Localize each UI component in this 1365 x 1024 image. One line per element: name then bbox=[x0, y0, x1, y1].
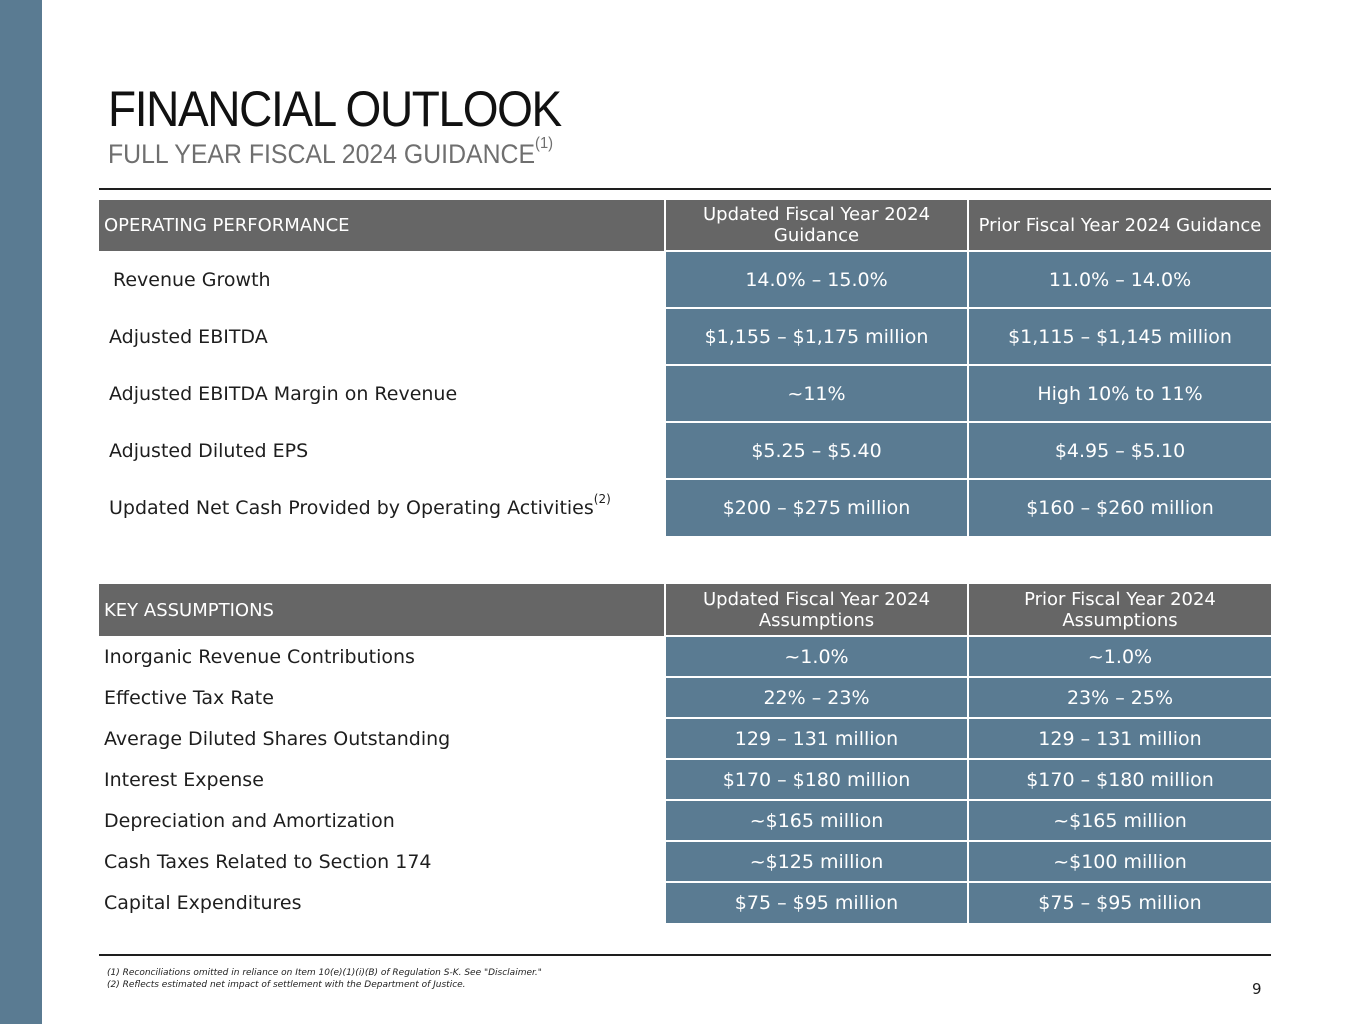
page-number: 9 bbox=[1252, 980, 1262, 998]
prior-value: 129 – 131 million bbox=[968, 718, 1271, 759]
prior-value: 11.0% – 14.0% bbox=[968, 251, 1271, 308]
subtitle-text: FULL YEAR FISCAL 2024 GUIDANCE bbox=[108, 139, 536, 169]
row-label: Average Diluted Shares Outstanding bbox=[104, 727, 451, 750]
updated-value: $75 – $95 million bbox=[665, 882, 968, 923]
row-label: Cash Taxes Related to Section 174 bbox=[104, 850, 432, 873]
updated-assumptions-header: Updated Fiscal Year 2024 Assumptions bbox=[665, 584, 968, 636]
subtitle-footnote-ref: (1) bbox=[535, 135, 554, 152]
row-label bbox=[99, 479, 665, 536]
side-accent-bar bbox=[0, 0, 42, 1024]
updated-value: 14.0% – 15.0% bbox=[665, 251, 968, 308]
row-label: Revenue Growth bbox=[113, 268, 271, 291]
prior-value: $160 – $260 million bbox=[968, 479, 1271, 536]
table-row bbox=[99, 759, 1271, 800]
updated-value: $5.25 – $5.40 bbox=[665, 422, 968, 479]
table-row bbox=[99, 636, 1271, 677]
updated-value: ~1.0% bbox=[665, 636, 968, 677]
table-row bbox=[99, 882, 1271, 923]
page-subtitle bbox=[108, 135, 554, 170]
prior-value: $4.95 – $5.10 bbox=[968, 422, 1271, 479]
updated-value: $200 – $275 million bbox=[665, 479, 968, 536]
row-label: Adjusted Diluted EPS bbox=[109, 439, 309, 462]
table-row bbox=[99, 251, 1271, 308]
table-row bbox=[99, 365, 1271, 422]
table-row bbox=[99, 677, 1271, 718]
footnote-1: (1) Reconciliations omitted in reliance on Item 10(e)(1)(i)(B) of Regulation S-K. See "Disclaimer." bbox=[107, 968, 542, 978]
operating-performance-header: OPERATING PERFORMANCE bbox=[99, 200, 665, 251]
updated-value: 22% – 23% bbox=[665, 677, 968, 718]
updated-value: $170 – $180 million bbox=[665, 759, 968, 800]
updated-value: ~$165 million bbox=[665, 800, 968, 841]
row-label: Adjusted EBITDA bbox=[109, 325, 268, 348]
table-header-row bbox=[99, 584, 1271, 636]
updated-value: ~11% bbox=[665, 365, 968, 422]
updated-guidance-header: Updated Fiscal Year 2024 Guidance bbox=[665, 200, 968, 251]
key-assumptions-table bbox=[99, 584, 1271, 923]
prior-value: 23% – 25% bbox=[968, 677, 1271, 718]
row-label: Interest Expense bbox=[104, 768, 264, 791]
prior-guidance-header: Prior Fiscal Year 2024 Guidance bbox=[968, 200, 1271, 251]
page-title: FINANCIAL OUTLOOK bbox=[108, 81, 561, 137]
table-row bbox=[99, 308, 1271, 365]
prior-value: $170 – $180 million bbox=[968, 759, 1271, 800]
row-label-text: Updated Net Cash Provided by Operating Activities bbox=[109, 496, 594, 519]
table-row bbox=[99, 718, 1271, 759]
table-row bbox=[99, 479, 1271, 536]
row-label: Capital Expenditures bbox=[104, 891, 302, 914]
prior-value: High 10% to 11% bbox=[968, 365, 1271, 422]
table-header-row bbox=[99, 200, 1271, 251]
row-footnote-ref: (2) bbox=[593, 491, 611, 506]
row-label: Depreciation and Amortization bbox=[104, 809, 395, 832]
updated-value: 129 – 131 million bbox=[665, 718, 968, 759]
table-row bbox=[99, 841, 1271, 882]
prior-value: ~$100 million bbox=[968, 841, 1271, 882]
table-row bbox=[99, 422, 1271, 479]
prior-value: ~1.0% bbox=[968, 636, 1271, 677]
prior-assumptions-header: Prior Fiscal Year 2024 Assumptions bbox=[968, 584, 1271, 636]
bottom-divider bbox=[99, 954, 1271, 956]
table-row bbox=[99, 800, 1271, 841]
footnotes bbox=[107, 967, 542, 991]
key-assumptions-header: KEY ASSUMPTIONS bbox=[99, 584, 665, 636]
footnote-2: (2) Reflects estimated net impact of settlement with the Department of Justice. bbox=[107, 980, 466, 990]
row-label: Adjusted EBITDA Margin on Revenue bbox=[109, 382, 458, 405]
row-label: Inorganic Revenue Contributions bbox=[104, 645, 415, 668]
prior-value: $75 – $95 million bbox=[968, 882, 1271, 923]
updated-value: ~$125 million bbox=[665, 841, 968, 882]
prior-value: $1,115 – $1,145 million bbox=[968, 308, 1271, 365]
operating-performance-table bbox=[99, 200, 1271, 536]
prior-value: ~$165 million bbox=[968, 800, 1271, 841]
updated-value: $1,155 – $1,175 million bbox=[665, 308, 968, 365]
top-divider bbox=[99, 188, 1271, 190]
row-label: Effective Tax Rate bbox=[104, 686, 274, 709]
